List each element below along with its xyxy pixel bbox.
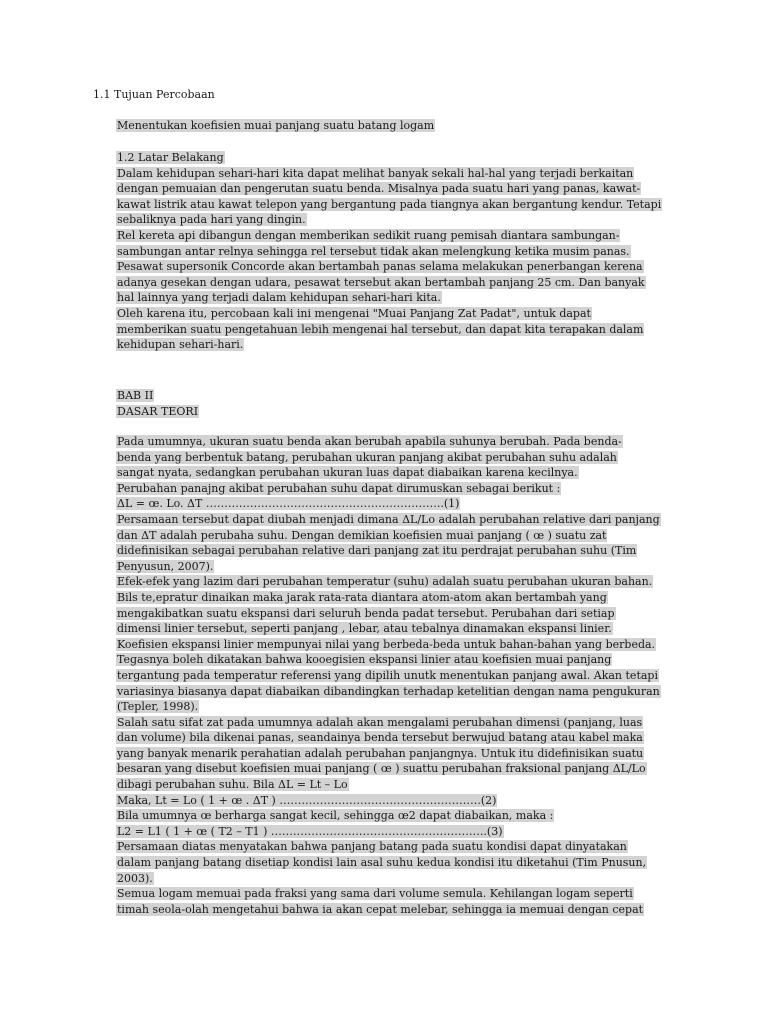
text-line [116,559,676,575]
text-line-content: Koefisien ekspansi linier mempunyai nilai yang berbeda-beda untuk bahan-bahan yang berbeda. [117,637,656,651]
text-line-content: Bils te,epratur dinaikan maka jarak rata-rata diantara atom-atom akan bertambah yang [117,590,607,604]
text-line [116,824,676,840]
text-line [116,574,676,590]
text-line-content: dibagi perubahan suhu. Bila ΔL = Lt – Lo [117,778,348,792]
text-line [116,543,676,559]
section-1-2-text: 1.2 Latar Belakang [117,151,224,164]
text-line-content: dengan pemuaian dan pengerutan suatu benda. Misalnya pada suatu hari yang panas, kawat- [117,182,641,196]
text-line [116,259,676,275]
text-line [116,290,676,306]
text-line-content: benda yang berbentuk batang, perubahan ukuran panjang akibat perubahan suhu adalah [117,450,617,464]
text-line [116,761,676,777]
text-line [116,275,676,291]
section-heading-1-2 [116,150,676,166]
text-line-content: Bila umumnya œ berharga sangat kecil, sehingga œ2 dapat diabaikan, maka : [117,809,554,823]
text-line [116,886,676,902]
text-line-content: memberikan suatu pengetahuan lebih mengenai hal tersebut, dan dapat kita terapakan dalam [117,322,644,336]
text-line-content: Pada umumnya, ukuran suatu benda akan berubah apabila suhunya berubah. Pada benda- [117,435,622,448]
text-line [116,715,676,731]
text-line-content: timah seola-olah mengetahui bahwa ia akan cepat melebar, sehingga ia memuai dengan cepat [117,902,644,916]
text-line-content: adanya gesekan dengan udara, pesawat tersebut akan bertambah panjang 25 cm. Dan banyak [117,275,645,289]
text-line [116,228,676,244]
text-line-content: sambungan antar relnya sehingga rel tersebut tidak akan melengkung ketika musim panas. [117,244,630,258]
background-section [116,150,676,353]
theory-paragraphs [116,434,676,917]
text-line-content: Tegasnya boleh dikatakan bahwa kooegisien ekspansi linier atau koefisien muai panjang [117,653,612,667]
section-heading-1-1 [93,87,215,103]
section-1-1-text: 1.1 Tujuan Percobaan [93,88,215,101]
text-line [116,322,676,338]
text-line [116,181,676,197]
text-line-content: Oleh karena itu, percobaan kali ini mengenai "Muai Panjang Zat Padat", untuk dapat [117,306,591,320]
text-line [116,730,676,746]
text-line-content: mengakibatkan suatu ekspansi dari seluruh benda padat tersebut. Perubahan dari setiap [117,606,615,620]
text-line-content: Persamaan tersebut dapat diubah menjadi dimana ΔL/Lo adalah perubahan relative dari panjang [117,512,660,526]
text-line-content: didefinisikan sebagai perubahan relative dari panjang zat itu perdrajat perubahan suhu (Tim [117,544,637,558]
text-line-content: Rel kereta api dibangun dengan memberikan sedikit ruang pemisah diantara sambungan- [117,228,620,242]
text-line-content: Perubahan panajng akibat perubahan suhu dapat dirumuskan sebagai berikut : [117,481,561,495]
text-line-content: Persamaan diatas menyatakan bahwa panjang batang pada suatu kondisi dapat dinyatakan [117,840,627,854]
text-line [116,450,676,466]
text-line [116,855,676,871]
objective-line [116,118,676,134]
chapter-number [116,388,676,404]
objective-block [116,118,676,134]
text-line [116,777,676,793]
chapter-title-text: DASAR TEORI [117,404,199,418]
text-line [116,212,676,228]
text-line [116,434,676,450]
text-line [116,244,676,260]
text-line [116,512,676,528]
text-line [116,746,676,762]
text-line-content: Dalam kehidupan sehari-hari kita dapat melihat banyak sekali hal-hal yang terjadi berkaitan [117,166,634,180]
text-line [116,621,676,637]
text-line-content: Maka, Lt = Lo ( 1 + œ . ΔT ) ……………………………………………….(2) [117,793,497,807]
text-line [116,306,676,322]
text-line [116,637,676,653]
text-line [116,684,676,700]
text-line [116,793,676,809]
text-line [116,699,676,715]
text-line-content: dimensi linier tersebut, seperti panjang , lebar, atau tebalnya dinamakan ekspansi linier. [117,622,612,636]
text-line-content: variasinya biasanya dapat diabaikan dibandingkan terhadap ketelitian dengan nama pengukuran [117,684,660,698]
text-line [116,337,676,353]
text-line-content: dan ΔT adalah perubaha suhu. Dengan demikian koefisien muai panjang ( œ ) suatu zat [117,528,607,542]
text-line-content: Semua logam memuai pada fraksi yang sama dari volume semula. Kehilangan logam seperti [117,887,633,901]
text-line-content: Salah satu sifat zat pada umumnya adalah akan mengalami perubahan dimensi (panjang, luas [117,715,643,729]
chapter-heading-block [116,388,676,419]
text-line-content: besaran yang disebut koefisien muai panjang ( œ ) suattu perubahan fraksional panjang ΔL/Lo [117,762,646,776]
text-line [116,652,676,668]
text-line [116,808,676,824]
text-line [116,668,676,684]
text-line [116,871,676,887]
chapter-number-text: BAB II [117,389,154,402]
objective-text: Menentukan koefisien muai panjang suatu batang logam [117,119,435,132]
text-line-content: hal lainnya yang terjadi dalam kehidupan sehari-hari kita. [117,291,441,305]
text-line-content: kehidupan sehari-hari. [117,338,244,352]
text-line-content: sangat nyata, sedangkan perubahan ukuran luas dapat diabaikan karena kecilnya. [117,466,578,480]
background-paragraphs [116,166,676,353]
text-line-content: (Tepler, 1998). [117,700,199,714]
text-line [116,528,676,544]
text-line-content: yang banyak menarik perahatian adalah perubahan panjangnya. Untuk itu didefinisikan suatu [117,746,644,760]
text-line [116,197,676,213]
text-line [116,839,676,855]
text-line-content: sebaliknya pada hari yang dingin. [117,213,306,227]
theory-section [116,434,676,917]
text-line [116,590,676,606]
text-line-content: dan volume) bila dikenai panas, seandainya benda tersebut berwujud batang atau kabel maka [117,731,643,745]
chapter-title [116,404,676,420]
text-line [116,606,676,622]
text-line-content: Efek-efek yang lazim dari perubahan temperatur (suhu) adalah suatu perubahan ukuran bahan. [117,575,653,589]
text-line [116,902,676,918]
text-line [116,465,676,481]
text-line-content: L2 = L1 ( 1 + œ ( T2 – T1 ) …………………………………………………..(3) [117,824,503,838]
text-line [116,496,676,512]
text-line-content: kawat listrik atau kawat telepon yang bergantung pada tiangnya akan bergantung kendur. Tetapi [117,197,662,211]
text-line-content: Pesawat supersonik Concorde akan bertambah panas selama melakukan penerbangan kerena [117,260,643,274]
text-line [116,481,676,497]
text-line-content: dalam panjang batang disetiap kondisi lain asal suhu kedua kondisi itu diketahui (Tim Pnusun, [117,856,647,870]
text-line-content: tergantung pada temperatur referensi yang dipilih unutk menentukan panjang awal. Akan tetapi [117,668,658,682]
text-line-content: Penyusun, 2007). [117,559,214,573]
text-line-content: 2003). [117,871,153,885]
text-line [116,166,676,182]
text-line-content: ΔL = œ. Lo. ΔT ………………………………………………………..(1) [117,497,460,511]
